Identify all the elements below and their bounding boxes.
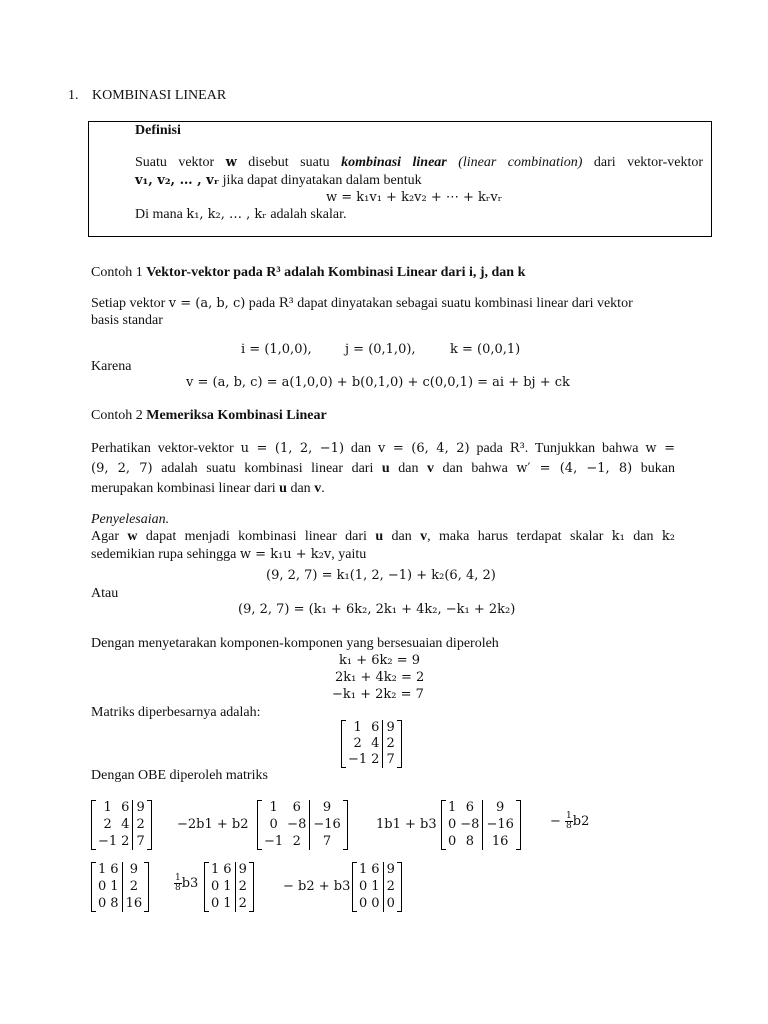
matrix-column	[369, 862, 381, 912]
solution-line-1: Agar w dapat menjadi kombinasi linear dari u dan v, maka harus terdapat skalar k₁ dan k₂	[91, 529, 675, 544]
obe-text: Dengan OBE diperoleh matriks	[91, 768, 268, 783]
example1-expansion: v = (a, b, c) = a(1,0,0) + b(0,1,0) + c(0,0,1) = ai + bj + ck	[186, 375, 570, 390]
matrix-entry: 2	[386, 736, 395, 751]
matrix-entry: −1	[264, 834, 284, 849]
definition-line-1: Suatu vektor w disebut suatu kombinasi linear (linear combination) dari vektor-vektor	[135, 155, 703, 170]
matrix-entry: 9	[322, 800, 332, 815]
example1-line-2: basis standar	[91, 313, 163, 328]
matrix-entry: 8	[465, 834, 474, 849]
augment-bar	[235, 862, 236, 912]
matrix-entry: 2	[136, 817, 145, 832]
row-op-5: − b2 + b3	[283, 879, 351, 894]
matrix-entry: 7	[386, 752, 395, 767]
matrix-entry: 1	[223, 879, 232, 894]
obe-matrix-3	[441, 800, 521, 850]
matrix-right-bracket	[516, 800, 521, 850]
row-op-4: $\frac{1}{8}$ b3	[175, 873, 199, 893]
matrix-column	[96, 862, 108, 912]
matrix-entry: 16	[491, 834, 509, 849]
matrix-entry: 6	[121, 800, 130, 815]
matrix-column	[285, 800, 308, 850]
augmented-text: Matriks diperbesarnya adalah:	[91, 705, 261, 720]
augment-bar	[122, 862, 123, 912]
equate-text: Dengan menyetarakan komponen-komponen yang bersesuaian diperoleh	[91, 636, 499, 651]
matrix-column	[134, 800, 146, 850]
matrix-entry: 0	[98, 896, 107, 911]
example2-para-line-1: Perhatikan vektor-vektor u = (1, 2, −1) dan v = (6, 4, 2) pada R³. Tunjukkan bahwa w =	[91, 441, 675, 456]
equation-1: (9, 2, 7) = k₁(1, 2, −1) + k₂(6, 4, 2)	[266, 568, 496, 583]
matrix-entry: 6	[292, 800, 301, 815]
matrix-entry: 1	[353, 720, 362, 735]
matrix-entry: 2	[238, 879, 247, 894]
matrix-column	[346, 720, 369, 768]
matrix-entry: 0	[386, 896, 395, 911]
matrix-entry: 2	[103, 817, 112, 832]
matrix-entry: 2	[129, 879, 138, 894]
definition-formula: w = k₁v₁ + k₂v₂ + ⋯ + kᵣvᵣ	[326, 190, 503, 205]
definition-line-4: Di mana k₁, k₂, … , kᵣ adalah skalar.	[135, 207, 347, 222]
fraction-one-eighth: $\frac{1}{8}$	[566, 811, 572, 831]
matrix-right-bracket	[249, 862, 254, 912]
matrix-entry: 2	[292, 834, 301, 849]
matrix-right-bracket	[144, 862, 149, 912]
matrix-column	[484, 800, 515, 850]
matrix-entry: 0	[211, 896, 220, 911]
definition-heading: Definisi	[135, 123, 181, 138]
matrix-entry: −16	[486, 817, 514, 832]
matrix-entry: 1	[269, 800, 278, 815]
matrix-entry: 1	[223, 896, 232, 911]
matrix-column	[311, 800, 342, 850]
matrix-entry: 7	[322, 834, 332, 849]
augment-bar	[309, 800, 310, 850]
matrix-entry: 0	[359, 896, 368, 911]
matrix-entry: 2	[386, 879, 395, 894]
matrix-entry: 0	[448, 817, 457, 832]
example2-heading: Contoh 2 Memeriksa Kombinasi Linear	[91, 408, 327, 423]
row-op-2: 1b1 + b3	[376, 817, 437, 832]
augment-bar	[482, 800, 483, 850]
example1-heading: Contoh 1 Vektor-vektor pada R³ adalah Kombinasi Linear dari i, j, dan k	[91, 265, 526, 280]
karena-label: Karena	[91, 359, 132, 374]
basis-i: i = (1,0,0),	[241, 342, 312, 357]
augmented-matrix	[341, 720, 402, 768]
matrix-entry: 8	[110, 896, 119, 911]
matrix-entry: 9	[386, 720, 395, 735]
matrix-column	[262, 800, 285, 850]
matrix-column	[385, 862, 397, 912]
equation-2: (9, 2, 7) = (k₁ + 6k₂, 2k₁ + 4k₂, −k₁ + 2k₂)	[238, 602, 516, 617]
matrix-entry: 9	[238, 862, 247, 877]
example1-line-1: Setiap vektor v = (a, b, c) pada R³ dapat dinyatakan sebagai suatu kombinasi linear dari vektor	[91, 296, 633, 311]
matrix-entry: 1	[211, 862, 220, 877]
augment-bar	[383, 862, 384, 912]
matrix-entry: 9	[129, 862, 138, 877]
section-title: KOMBINASI LINEAR	[92, 88, 227, 103]
augment-bar	[382, 720, 383, 768]
fraction-one-eighth: $\frac{1}{8}$	[175, 873, 181, 893]
matrix-entry: 0	[359, 879, 368, 894]
matrix-column	[221, 862, 233, 912]
matrix-column	[369, 720, 381, 768]
matrix-entry: −8	[287, 817, 307, 832]
matrix-entry: −1	[98, 834, 118, 849]
matrix-entry: 6	[110, 862, 119, 877]
obe-matrix-5	[204, 862, 254, 912]
system-eq-1: k₁ + 6k₂ = 9	[339, 653, 421, 668]
matrix-entry: 4	[371, 736, 380, 751]
matrix-column	[108, 862, 120, 912]
example2-para-line-2: (9, 2, 7) adalah suatu kombinasi linear dari u dan v dan bahwa w′ = (4, −1, 8) bukan	[91, 461, 675, 476]
matrix-right-bracket	[397, 862, 402, 912]
matrix-entry: 9	[386, 862, 395, 877]
matrix-column	[237, 862, 249, 912]
matrix-entry: 6	[371, 720, 380, 735]
matrix-column	[96, 800, 119, 850]
matrix-entry: 2	[238, 896, 247, 911]
matrix-entry: −8	[460, 817, 480, 832]
section-number: 1.	[68, 88, 79, 103]
row-op-3: − $\frac{1}{8}$ b2	[550, 811, 590, 831]
solution-label: Penyelesaian.	[91, 512, 170, 527]
basis-k: k = (0,0,1)	[450, 342, 521, 357]
matrix-right-bracket	[147, 800, 152, 850]
obe-matrix-6	[352, 862, 402, 912]
matrix-entry: 2	[353, 736, 362, 751]
obe-matrix-1	[91, 800, 152, 850]
matrix-entry: 1	[110, 879, 119, 894]
matrix-column	[124, 862, 145, 912]
matrix-entry: 1	[359, 862, 368, 877]
matrix-entry: 0	[98, 879, 107, 894]
matrix-right-bracket	[343, 800, 348, 850]
matrix-entry: 1	[103, 800, 112, 815]
matrix-entry: −16	[313, 817, 341, 832]
matrix-entry: −1	[348, 752, 368, 767]
matrix-entry: 0	[371, 896, 380, 911]
matrix-entry: 4	[121, 817, 130, 832]
matrix-entry: 2	[371, 752, 380, 767]
matrix-entry: 9	[136, 800, 145, 815]
solution-line-2: sedemikian rupa sehingga w = k₁u + k₂v, yaitu	[91, 547, 367, 562]
matrix-right-bracket	[397, 720, 402, 768]
row-op-1: −2b1 + b2	[177, 817, 249, 832]
augment-bar	[132, 800, 133, 850]
matrix-entry: 7	[136, 834, 145, 849]
matrix-entry: 2	[121, 834, 130, 849]
matrix-column	[209, 862, 221, 912]
matrix-entry: 0	[269, 817, 278, 832]
matrix-entry: 1	[98, 862, 107, 877]
basis-j: j = (0,1,0),	[345, 342, 416, 357]
matrix-entry: 0	[211, 879, 220, 894]
matrix-column	[384, 720, 396, 768]
matrix-entry: 16	[125, 896, 143, 911]
matrix-entry: 0	[448, 834, 457, 849]
system-eq-3: −k₁ + 2k₂ = 7	[332, 687, 424, 702]
definition-line-2: v₁, v₂, … , vᵣ jika dapat dinyatakan dalam bentuk	[135, 173, 422, 188]
matrix-column	[119, 800, 131, 850]
matrix-column	[357, 862, 369, 912]
matrix-entry: 6	[223, 862, 232, 877]
matrix-entry: 1	[448, 800, 457, 815]
matrix-entry: 1	[371, 879, 380, 894]
atau-label: Atau	[91, 586, 119, 601]
obe-matrix-2	[257, 800, 348, 850]
matrix-entry: 6	[465, 800, 474, 815]
matrix-entry: 9	[496, 800, 505, 815]
example2-para-line-3: merupakan kombinasi linear dari u dan v.	[91, 481, 325, 496]
matrix-column	[446, 800, 458, 850]
obe-matrix-4	[91, 862, 149, 912]
system-eq-2: 2k₁ + 4k₂ = 2	[335, 670, 425, 685]
matrix-column	[458, 800, 481, 850]
matrix-entry: 6	[371, 862, 380, 877]
